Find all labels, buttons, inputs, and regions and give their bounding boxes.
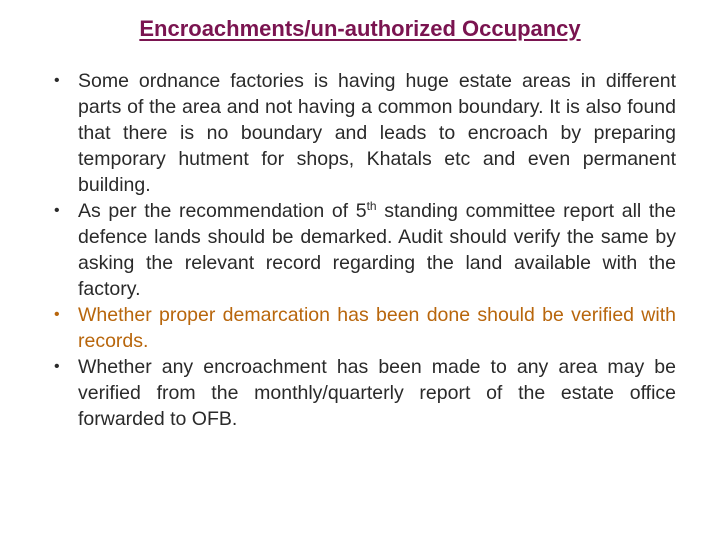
slide-title: Encroachments/un-authorized Occupancy: [139, 16, 581, 41]
bullet-text: Whether any encroachment has been made to any area may be verified from the monthly/quarterly report of the estate office forwarded to OFB.: [78, 356, 676, 430]
bullet-item-2: [54, 198, 676, 302]
bullet-text: Whether proper demarcation has been done should be verified with records.: [78, 304, 676, 352]
bullet-list: [54, 68, 676, 432]
bullet-dot-icon: •: [54, 72, 60, 89]
bullet-text: Some ordnance factories is having huge estate areas in different parts of the area and not having a common boundary. It is also found that there is no boundary and leads to encroach by preparing temporary hutment for shops, Khatals etc and even permanent building.: [78, 70, 676, 196]
bullet-item-4: [54, 354, 676, 432]
bullet-dot-icon: •: [54, 202, 60, 219]
bullet-item-1: [54, 68, 676, 198]
ordinal-superscript: th: [366, 199, 377, 213]
bullet-text-end: standing committee report all the defence lands should be demarked. Audit should verify the same by asking the relevant record regarding the land available with the factory.: [78, 200, 676, 300]
bullet-text-start: As per the recommendation of 5: [78, 200, 367, 222]
bullet-item-3: [54, 302, 676, 354]
bullet-dot-icon: •: [54, 358, 60, 375]
bullet-dot-icon: •: [54, 306, 60, 323]
